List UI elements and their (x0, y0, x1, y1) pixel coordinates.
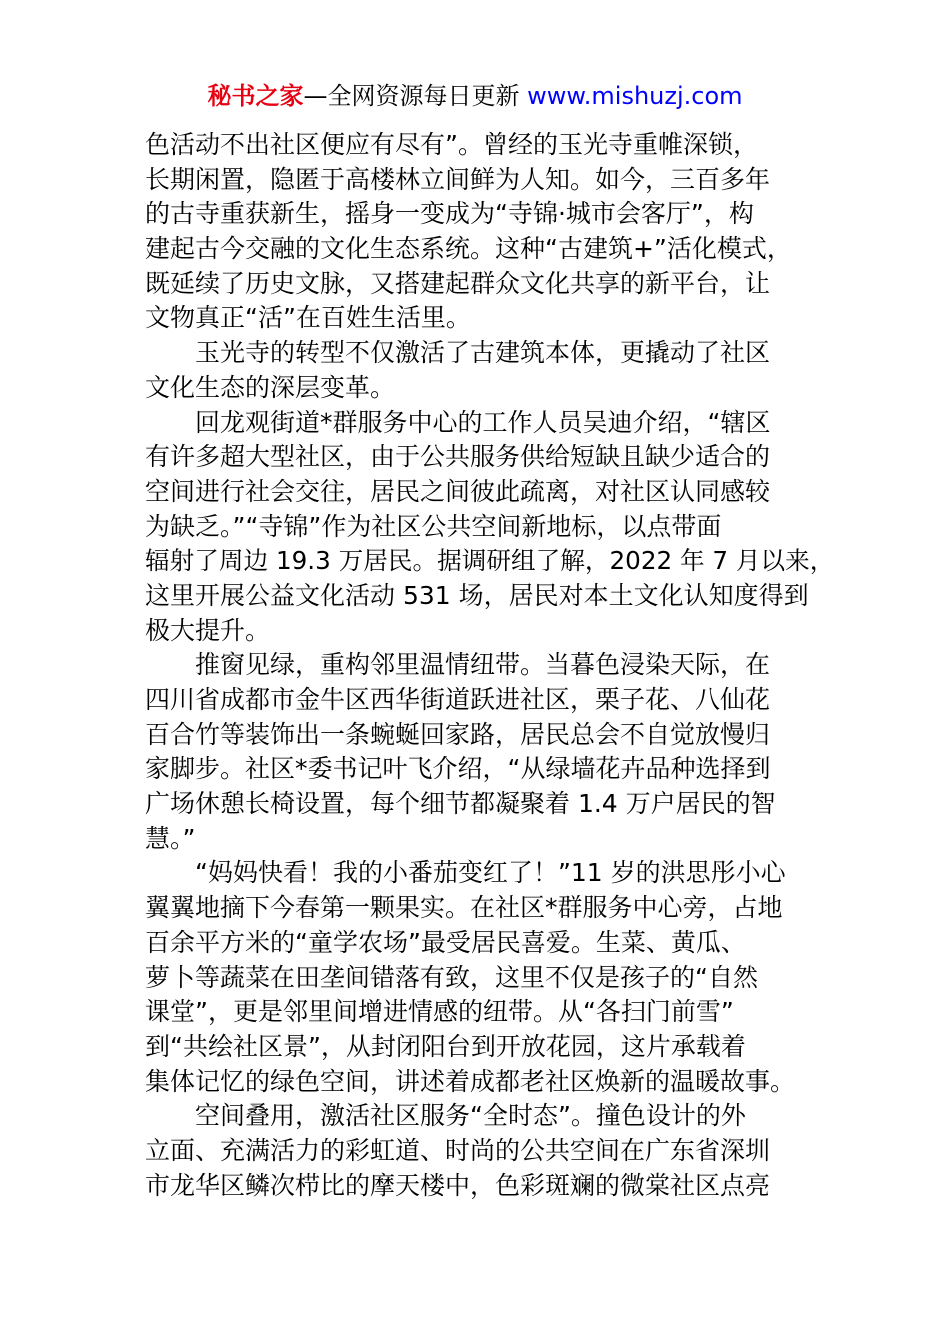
text-line: 市龙华区鳞次栉比的摩天楼中，色彩斑斓的微棠社区点亮 (145, 1170, 771, 1200)
text-line: 建起古今交融的文化生态系统。这种“古建筑+”活化模式， (145, 234, 792, 264)
text-line: “妈妈快看！我的小番茄变红了！”11 岁的洪思彤小心 (195, 858, 786, 888)
page-header (0, 80, 950, 112)
text-line: 翼翼地摘下今春第一颗果实。在社区*群服务中心旁，占地 (145, 893, 783, 923)
text-line: 长期闲置，隐匿于高楼林立间鲜为人知。如今，三百多年 (145, 164, 771, 194)
text-line: 集体记忆的绿色空间，讲述着成都老社区焕新的温暖故事。 (145, 1066, 796, 1096)
text-line: 推窗见绿，重构邻里温情纽带。当暮色浸染天际，在 (195, 650, 771, 680)
site-tagline: —全网资源每日更新 (303, 82, 528, 110)
text-line: 既延续了历史文脉，又搭建起群众文化共享的新平台，让 (145, 268, 771, 298)
text-line: 空间叠用，激活社区服务“全时态”。撞色设计的外 (195, 1101, 746, 1131)
text-line: 有许多超大型社区，由于公共服务供给短缺且缺少适合的 (145, 442, 771, 472)
text-line: 极大提升。 (145, 615, 271, 645)
text-line: 广场休憩长椅设置，每个细节都凝聚着 1.4 万户居民的智 (145, 789, 776, 819)
text-line: 到“共绘社区景”，从封闭阳台到开放花园，这片承载着 (145, 1031, 746, 1061)
text-line: 玉光寺的转型不仅激活了古建筑本体，更撬动了社区 (195, 338, 771, 368)
text-line: 百合竹等装饰出一条蜿蜒回家路，居民总会不自觉放慢归 (145, 719, 771, 749)
text-line: 文化生态的深层变革。 (145, 372, 396, 402)
text-line: 家脚步。社区*委书记叶飞介绍，“从绿墙花卉品种选择到 (145, 754, 771, 784)
text-line: 空间进行社会交往，居民之间彼此疏离，对社区认同感较 (145, 476, 771, 506)
text-line: 的古寺重获新生，摇身一变成为“寺锦·城市会客厅”，构 (145, 199, 754, 229)
text-line: 课堂”，更是邻里间增进情感的纽带。从“各扫门前雪” (145, 997, 734, 1027)
text-line: 萝卜等蔬菜在田垄间错落有致，这里不仅是孩子的“自然 (145, 962, 758, 992)
text-line: 色活动不出社区便应有尽有”。曾经的玉光寺重帷深锁， (145, 130, 758, 159)
text-line: 四川省成都市金牛区西华街道跃进社区，栗子花、八仙花 (145, 685, 771, 714)
text-line: 文物真正“活”在百姓生活里。 (145, 303, 471, 333)
text-line: 立面、充满活力的彩虹道、时尚的公共空间在广东省深圳 (145, 1135, 771, 1165)
text-line: 为缺乏。”“寺锦”作为社区公共空间新地标，以点带面 (145, 511, 722, 541)
text-line: 百余平方米的“童学农场”最受居民喜爱。生菜、黄瓜、 (145, 927, 746, 957)
text-line: 回龙观街道*群服务中心的工作人员吴迪介绍，“辖区 (195, 407, 771, 437)
text-line: 辐射了周边 19.3 万居民。据调研组了解，2022 年 7 月以来， (145, 546, 835, 576)
article-body (145, 128, 835, 1203)
site-brand: 秘书之家 (207, 82, 304, 110)
site-url-link[interactable]: www.mishuzj.com (527, 82, 743, 110)
text-line: 慧。” (145, 823, 196, 853)
text-line: 这里开展公益文化活动 531 场，居民对本土文化认知度得到 (145, 580, 809, 610)
